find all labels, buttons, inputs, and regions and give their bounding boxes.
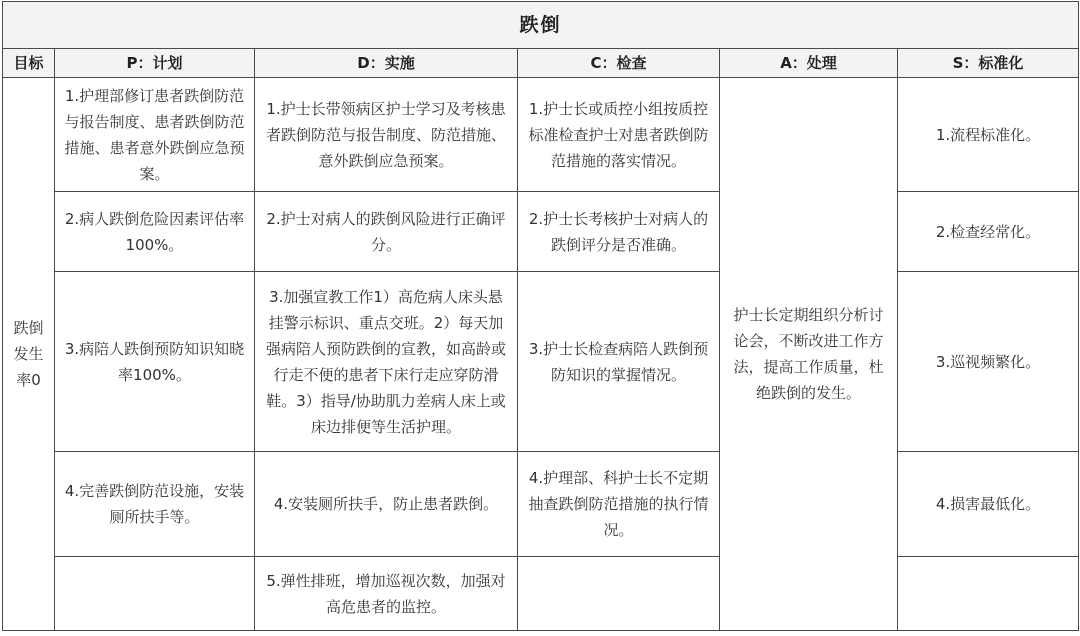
header-goal: 目标 — [3, 49, 55, 78]
table-title: 跌倒 — [3, 2, 1079, 49]
header-plan: P：计划 — [55, 49, 255, 78]
header-standardize: S：标准化 — [898, 49, 1079, 78]
check-cell: 2.护士长考核护士对病人的跌倒评分是否准确。 — [518, 192, 720, 272]
check-cell: 4.护理部、科护士长不定期抽查跌倒防范措施的执行情况。 — [518, 452, 720, 557]
header-do: D：实施 — [255, 49, 518, 78]
title-row — [3, 2, 1079, 49]
check-cell: 1.护士长或质控小组按质控标准检查护士对患者跌倒防范措施的落实情况。 — [518, 78, 720, 192]
plan-cell: 4.完善跌倒防范设施，安装厕所扶手等。 — [55, 452, 255, 557]
plan-cell: 2.病人跌倒危险因素评估率100%。 — [55, 192, 255, 272]
table-row — [3, 557, 1079, 631]
standardize-cell: 2.检查经常化。 — [898, 192, 1079, 272]
standardize-cell: 3.巡视频繁化。 — [898, 272, 1079, 452]
do-cell: 3.加强宣教工作1）高危病人床头悬挂警示标识、重点交班。2）每天加强病陪人预防跌倒的宣教，如高龄或行走不便的患者下床行走应穿防滑鞋。3）指导/协助肌力差病人床上或床边排便等生活护理。 — [255, 272, 518, 452]
action-cell: 护士长定期组织分析讨论会，不断改进工作方法，提高工作质量，杜绝跌倒的发生。 — [720, 78, 898, 631]
check-cell: 3.护士长检查病陪人跌倒预防知识的掌握情况。 — [518, 272, 720, 452]
standardize-cell: 1.流程标准化。 — [898, 78, 1079, 192]
pdcas-table — [2, 1, 1079, 631]
table-row — [3, 272, 1079, 452]
check-cell — [518, 557, 720, 631]
table-row — [3, 78, 1079, 192]
plan-cell: 3.病陪人跌倒预防知识知晓率100%。 — [55, 272, 255, 452]
do-cell: 5.弹性排班，增加巡视次数，加强对高危患者的监控。 — [255, 557, 518, 631]
header-row — [3, 49, 1079, 78]
table-row — [3, 452, 1079, 557]
plan-cell — [55, 557, 255, 631]
table-row — [3, 192, 1079, 272]
goal-cell: 跌倒发生率0 — [3, 78, 55, 631]
header-act: A：处理 — [720, 49, 898, 78]
do-cell: 1.护士长带领病区护士学习及考核患者跌倒防范与报告制度、防范措施、意外跌倒应急预案。 — [255, 78, 518, 192]
do-cell: 2.护士对病人的跌倒风险进行正确评分。 — [255, 192, 518, 272]
standardize-cell: 4.损害最低化。 — [898, 452, 1079, 557]
plan-cell: 1.护理部修订患者跌倒防范与报告制度、患者跌倒防范措施、患者意外跌倒应急预案。 — [55, 78, 255, 192]
standardize-cell — [898, 557, 1079, 631]
do-cell: 4.安装厕所扶手，防止患者跌倒。 — [255, 452, 518, 557]
header-check: C：检查 — [518, 49, 720, 78]
